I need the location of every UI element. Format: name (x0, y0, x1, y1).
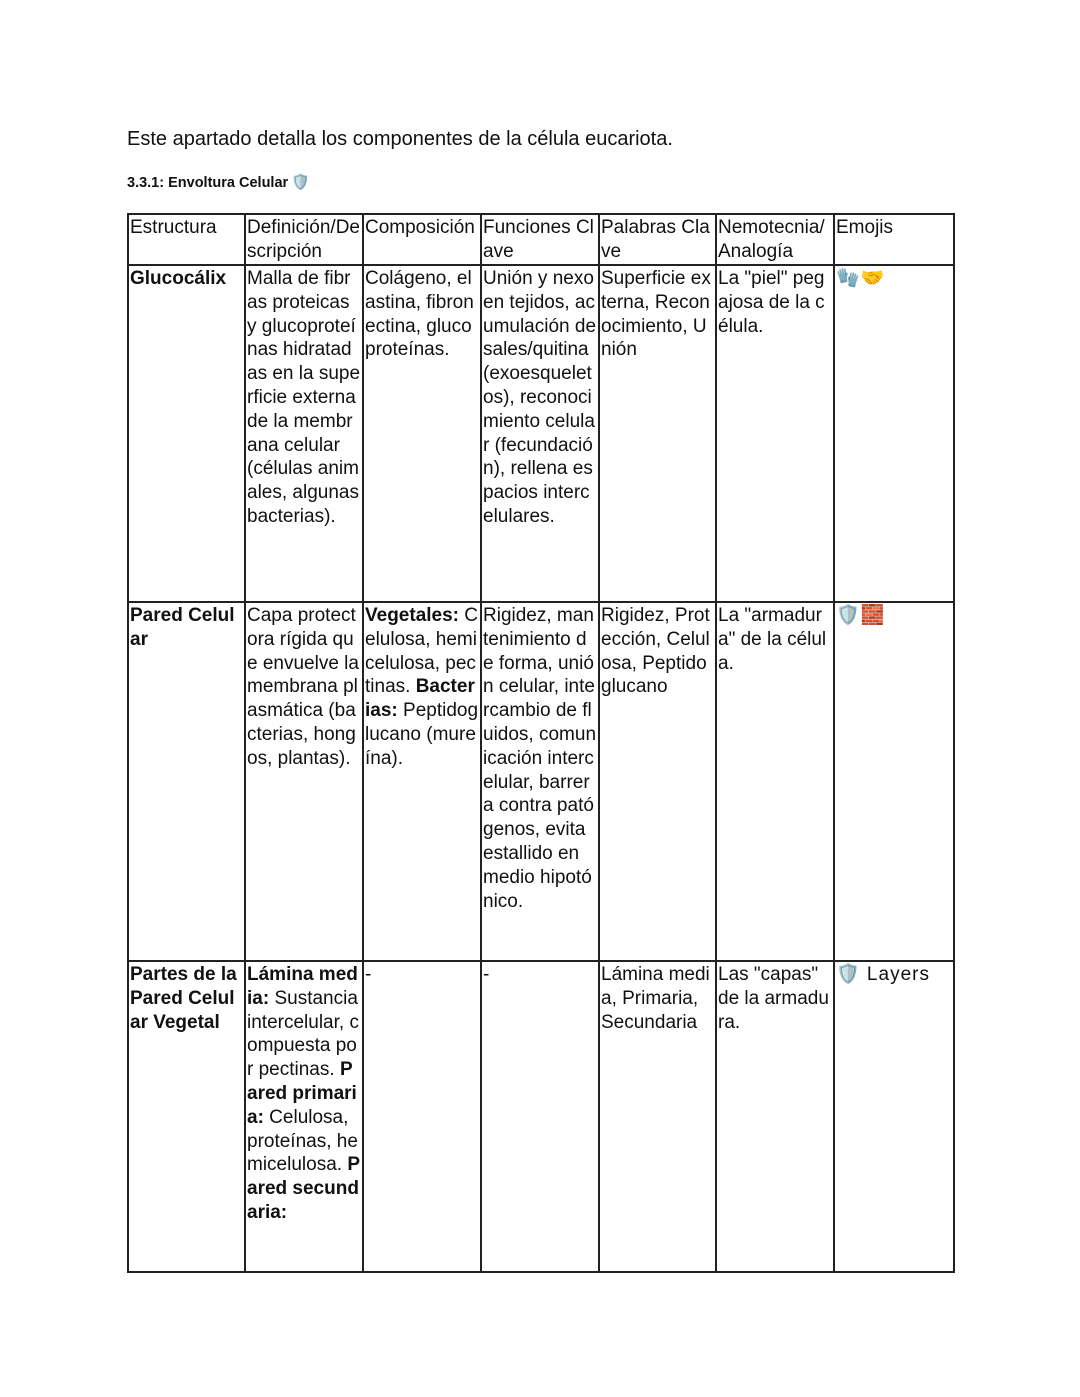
cell-funciones: Unión y nexo en tejidos, acumulación de sales/quitina (exoesqueletos), reconocimiento celular (fecundación), rellena espacios intercelulares. (481, 265, 599, 602)
cell-definicion (245, 961, 363, 1272)
section-title-text: 3.3.1: Envoltura Celular (127, 175, 289, 191)
cell-definicion: Malla de fibras proteicas y glucoproteínas hidratadas en la superficie externa de la membrana celular (células animales, algunas bacterias). (245, 265, 363, 602)
cell-emojis: 🛡️🧱 (834, 602, 954, 961)
cell-composicion: - (363, 961, 481, 1272)
header-palabras: Palabras Clave (599, 214, 716, 265)
header-emojis: Emojis (834, 214, 954, 265)
cell-estructura: Pared Celular (128, 602, 245, 961)
envoltura-table (127, 213, 955, 1273)
cell-nemotecnia: Las "capas" de la armadura. (716, 961, 834, 1272)
table-row (128, 602, 954, 961)
text-vegetales: Celulosa, hemicelulosa, pectinas. (365, 605, 478, 698)
header-nemotecnia: Nemotecnia/ Analogía (716, 214, 834, 265)
shield-icon: 🛡️ (291, 174, 310, 191)
cell-nemotecnia: La "piel" pegajosa de la célula. (716, 265, 834, 602)
label-vegetales: Vegetales: (365, 605, 459, 626)
header-definicion: Definición/Descripción (245, 214, 363, 265)
cell-emojis: 🧤🤝 (834, 265, 954, 602)
table-row (128, 265, 954, 602)
label-lamina-media: Lámina media: (247, 964, 358, 1009)
table-header-row (128, 214, 954, 265)
cell-nemotecnia: La "armadura" de la célula. (716, 602, 834, 961)
cell-palabras: Rigidez, Protección, Celulosa, Peptidoglucano (599, 602, 716, 961)
header-estructura: Estructura (128, 214, 245, 265)
cell-composicion: Colágeno, elastina, fibronectina, glucoproteínas. (363, 265, 481, 602)
text-pared-primaria: Celulosa, proteínas, hemicelulosa. (247, 1106, 358, 1176)
cell-estructura: Glucocálix (128, 265, 245, 602)
label-pared-primaria: Pared primaria: (247, 1059, 357, 1128)
text-bacterias: Peptidoglucano (mureína). (365, 700, 479, 769)
label-bacterias: Bacterias: (365, 676, 475, 722)
cell-composicion (363, 602, 481, 961)
cell-palabras: Lámina media, Primaria, Secundaria (599, 961, 716, 1272)
cell-estructura: Partes de la Pared Celular Vegetal (128, 961, 245, 1272)
label-pared-secundaria: Pared secundaria: (247, 1154, 361, 1223)
cell-palabras: Superficie externa, Reconocimiento, Unión (599, 265, 716, 602)
cell-emojis: 🛡️ Layers (834, 961, 954, 1272)
table-row (128, 961, 954, 1272)
section-title (127, 173, 310, 193)
intro-text: Este apartado detalla los componentes de la célula eucariota. (127, 128, 673, 150)
header-composicion: Composición (363, 214, 481, 265)
cell-definicion: Capa protectora rígida que envuelve la membrana plasmática (bacterias, hongos, plantas). (245, 602, 363, 961)
cell-funciones: Rigidez, mantenimiento de forma, unión celular, intercambio de fluidos, comunicación intercelular, barrera contra patógenos, evita estallido en medio hipotónico. (481, 602, 599, 961)
cell-funciones: - (481, 961, 599, 1272)
text-lamina-media: Sustancia intercelular, compuesta por pectinas. (247, 987, 359, 1081)
header-funciones: Funciones Clave (481, 214, 599, 265)
